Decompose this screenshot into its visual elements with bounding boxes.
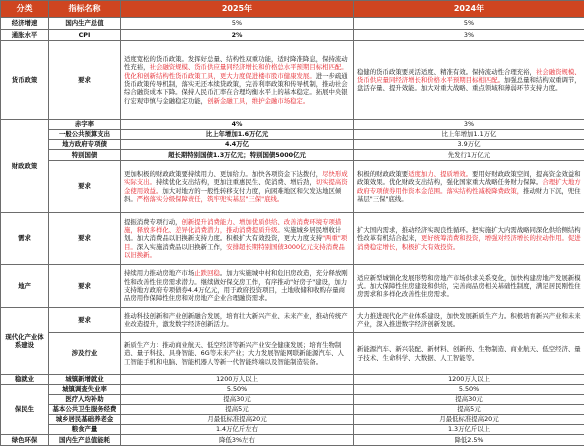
table-row bbox=[1, 213, 584, 265]
value-2025-deficit: 4% bbox=[121, 120, 354, 130]
value-2025-new-jobs: 1200万人以上 bbox=[121, 375, 354, 385]
indicator-public-health: 基本公共卫生服务经费 bbox=[49, 405, 121, 415]
indicator-basic-pension: 城乡居民基础养老金 bbox=[49, 415, 121, 425]
category-livelihood: 保民生 bbox=[1, 385, 49, 435]
property-2025-text-b: 止跌回稳 bbox=[194, 269, 220, 277]
fiscal-2025-text-a: 更加积极的财政政策要持续用力、更加给力。加快各项资金下达拨付， bbox=[124, 170, 322, 178]
value-2025-cpi: 2% bbox=[121, 30, 354, 41]
indicator-grain: 粮食产量 bbox=[49, 425, 121, 435]
demand-2025-text-b: 创新提升消费能力、增加优质供给、改善消费环境专项措施，释放多样化、差异化消费潜力，推动消费提质升级。 bbox=[124, 218, 341, 234]
category-growth: 经济增速 bbox=[1, 18, 49, 30]
monetary-2024-text-a: 稳健的货币政策要灵活适度、精准有效。保持流动性合理充裕， bbox=[357, 68, 536, 76]
table-row bbox=[1, 265, 584, 308]
value-2024-basic-pension: 月最低标准提高20元 bbox=[354, 415, 584, 425]
category-employment: 稳就业 bbox=[1, 375, 49, 385]
table-row bbox=[1, 41, 584, 120]
value-2025-special-bond: 超长期特别国债1.3万亿元；特别国债5000亿元 bbox=[121, 150, 354, 161]
value-2024-new-jobs: 1200万人以上 bbox=[354, 375, 584, 385]
table-row bbox=[1, 333, 584, 375]
fiscal-2025-text-b: 尽快形成实际支出。 bbox=[124, 170, 348, 186]
fiscal-2024-text-a: 积极的财政政策要 bbox=[357, 170, 408, 178]
fiscal-2024-text-d: 合理扩大地方政府专项债券用作资本金范围。落实结构性减税降费政策， bbox=[357, 178, 581, 194]
category-monetary: 货币政策 bbox=[1, 41, 49, 120]
monetary-2024-text-c: 加强总量和结构双重调节，盘活存量、提升效能。加大对重大战略、重点领域和薄弱环节支持力度。 bbox=[357, 76, 581, 92]
indicator-local-bond: 地方政府专项债 bbox=[49, 140, 121, 150]
demand-2025-text-g: 安排超长期特别国债3000亿元支持消费品以旧换新。 bbox=[124, 243, 345, 259]
fiscal-2024-text-b: 适度加力、提质增效。 bbox=[408, 170, 472, 178]
value-2025-demand bbox=[121, 213, 354, 265]
indicator-energy: 国内生产总值能耗 bbox=[49, 435, 121, 446]
value-2025-energy: 降低3%左右 bbox=[121, 435, 354, 446]
value-2025-monetary bbox=[121, 41, 354, 120]
fiscal-2024-text-e: 推动财力下沉， bbox=[523, 187, 568, 195]
table-row bbox=[1, 395, 584, 405]
value-2024-demand bbox=[354, 213, 584, 265]
value-2024-gdp: 5% bbox=[354, 18, 584, 30]
monetary-2025-text-d: 创新金融工具，维护金融市场稳定。 bbox=[207, 97, 309, 105]
demand-2025-text-c: 实施城乡居民增收计划。加大消费品以旧换新支持力度。 bbox=[124, 226, 341, 242]
demand-2025-text-f: 深入实施消费品以旧换新工作， bbox=[137, 243, 226, 251]
table-row bbox=[1, 30, 584, 41]
fiscal-2025-text-f: 严格落实分级保障责任，筑牢兜实基层"三保"底线。 bbox=[137, 195, 283, 203]
category-inflation: 通胀水平 bbox=[1, 30, 49, 41]
value-2025-unemployment: 5.50% bbox=[121, 385, 354, 395]
demand-2025-text-a: 提振消费专项行动， bbox=[124, 218, 182, 226]
fiscal-2025-text-d: 切实提高资金使用效益。 bbox=[124, 178, 348, 194]
indicator-fiscal-req: 要求 bbox=[49, 161, 121, 213]
fiscal-2024-text-f: 兜住基层"三保"底线。 bbox=[357, 187, 581, 203]
demand-2025-text-e: "两重"项目。 bbox=[124, 234, 347, 250]
table-row bbox=[1, 150, 584, 161]
table-row bbox=[1, 415, 584, 425]
value-2024-unemployment: 5.50% bbox=[354, 385, 584, 395]
property-2025-text-a: 持续用力推动房地产市场 bbox=[124, 269, 194, 277]
indicator-industry-sectors: 涉及行业 bbox=[49, 333, 121, 375]
table-row bbox=[1, 425, 584, 435]
indicator-monetary-req: 要求 bbox=[49, 41, 121, 120]
value-2025-budget: 比上年增加1.6万亿元 bbox=[121, 130, 354, 140]
header-2024: 2024年 bbox=[354, 1, 584, 18]
category-fiscal: 财政政策 bbox=[1, 120, 49, 213]
indicator-industry-req: 要求 bbox=[49, 308, 121, 333]
value-2024-medical: 提高30元 bbox=[354, 395, 584, 405]
table-row bbox=[1, 435, 584, 446]
value-2025-grain: 1.4万亿斤左右 bbox=[121, 425, 354, 435]
indicator-new-jobs: 城镇新增就业 bbox=[49, 375, 121, 385]
demand-2024-text-c: 促进消费稳定增长，积极扩大有效投资。 bbox=[357, 234, 581, 250]
value-2024-local-bond: 3.9万亿 bbox=[354, 140, 584, 150]
value-2024-energy: 降低2.5% bbox=[354, 435, 584, 446]
demand-2024-text-b: 更好统筹消费和投资，增强对经济增长的拉动作用。 bbox=[421, 234, 568, 242]
indicator-deficit: 赤字率 bbox=[49, 120, 121, 130]
header-indicator: 指标名称 bbox=[49, 1, 121, 18]
table-row bbox=[1, 161, 584, 213]
indicator-budget: 一般公共预算支出 bbox=[49, 130, 121, 140]
value-2024-industry-req: 大力推进现代化产业体系建设，加快发展新质生产力。积极培育新兴产业和未来产业，深入推进数字经济创新发展。 bbox=[354, 308, 584, 333]
value-2024-industry-sectors: 新能源汽车、新兴装配、新材料、创新药、生物制造、商业航天、低空经济、量子技术、生命科学、大数据、人工智能等。 bbox=[354, 333, 584, 375]
value-2025-local-bond: 4.4万亿 bbox=[121, 140, 354, 150]
monetary-2025-text-b: 社会融资规模、货币供应量同经济增长和价格总水平预期目标相匹配。优化和创新结构性货币政策工具，更大力度促进楼市股市健康发展。 bbox=[124, 63, 348, 79]
value-2024-special-bond: 先发行1万亿元 bbox=[354, 150, 584, 161]
value-2024-monetary bbox=[354, 41, 584, 120]
value-2025-basic-pension: 月最低标准提高20元 bbox=[121, 415, 354, 425]
value-2024-property: 适应新型城镇化发展形势和房地产市场供求关系变化，加快构建房地产发展新模式。加大保障性住房建设和供给，完善商品房相关基础性制度，满足居民刚性住房需求和多样化改善性住房需求。 bbox=[354, 265, 584, 308]
table-row bbox=[1, 18, 584, 30]
property-2025-text-c: 。加力实施城中村和危旧房改造，充分释放刚性和改善性住房需求潜力。继续做好保交房工作，有序推动"好房子"建设，加力支持地方政府专项债券4.4万亿元，用于政府投资项目，土地收储和收购存量商品房用作保障性住房和对房地产企业合理融资需求。 bbox=[124, 269, 348, 302]
value-2025-industry-sectors: 新质生产力：推动商业航天、低空经济等新兴产业安全健康发展；培育生物制造、量子科技、具身智能、6G等未来产业；大力发展智能网联新能源汽车、人工智能手机和电脑、智能机器人等新一代智能终端以及智能制造装备。 bbox=[121, 333, 354, 375]
demand-2025-text-d: 积极扩大有效投资，更大力度支持 bbox=[226, 234, 322, 242]
value-2024-deficit: 3% bbox=[354, 120, 584, 130]
value-2025-industry-req: 推动科技创新和产业创新融合发展，培育壮大新兴产业、未来产业，推动传统产业改造提升，激发数字经济创新活力。 bbox=[121, 308, 354, 333]
table-row bbox=[1, 120, 584, 130]
indicator-unemployment: 城镇调查失业率 bbox=[49, 385, 121, 395]
table-row bbox=[1, 140, 584, 150]
value-2024-cpi: 3% bbox=[354, 30, 584, 41]
value-2024-fiscal-req bbox=[354, 161, 584, 213]
table-row bbox=[1, 375, 584, 385]
category-demand: 需求 bbox=[1, 213, 49, 265]
value-2025-gdp: 5% bbox=[121, 18, 354, 30]
category-green: 绿色环保 bbox=[1, 435, 49, 446]
monetary-2025-text-a: 适度宽松的货币政策。发挥好总量、结构性双重功能，适时降准降息，保持流动性充裕， bbox=[124, 55, 348, 71]
value-2024-grain: 1.3万亿斤以上 bbox=[354, 425, 584, 435]
table-row bbox=[1, 130, 584, 140]
indicator-gdp: 国内生产总值 bbox=[49, 18, 121, 30]
fiscal-2025-text-c: 持续优化支出结构，更加注重惠民生、促消费、增后劲， bbox=[156, 178, 316, 186]
table-row bbox=[1, 308, 584, 333]
indicator-medical: 医疗人均补助 bbox=[49, 395, 121, 405]
fiscal-2024-text-c: 要用好财政政策空间，提高资金效益和政策效果。优化财政支出结构，强化国家重大战略任务财力保障。 bbox=[357, 170, 581, 186]
value-2024-budget: 比上年增加1.1万亿 bbox=[354, 130, 584, 140]
value-2025-medical: 提高30元 bbox=[121, 395, 354, 405]
monetary-2025-text-c: 进一步疏通货币政策传导机制，落实无还本续贷政策，完善利率政策和传导机制，推动社会综合融资成本下降。保持人民币汇率在合理均衡水平上的基本稳定。拓展中央银行宏观审慎与金融稳定功能， bbox=[124, 72, 348, 105]
indicator-special-bond: 特别国债 bbox=[49, 150, 121, 161]
value-2025-fiscal-req bbox=[121, 161, 354, 213]
indicator-property-req: 要求 bbox=[49, 265, 121, 308]
demand-2024-text-a: 扩大国内需求，推动经济实现良性循环。把实施扩大内需战略同深化供给侧结构性改革有机结合起来， bbox=[357, 226, 581, 242]
header-2025: 2025年 bbox=[121, 1, 354, 18]
header-category: 分类 bbox=[1, 1, 49, 18]
table-row bbox=[1, 405, 584, 415]
indicator-demand-req: 要求 bbox=[49, 213, 121, 265]
monetary-2024-text-b: 社会融资规模、货币供应量同经济增长和价格水平预期目标相匹配。 bbox=[357, 68, 581, 84]
value-2025-public-health: 提高5元 bbox=[121, 405, 354, 415]
header-row bbox=[1, 1, 584, 18]
category-industry: 现代化产业体系建设 bbox=[1, 308, 49, 375]
category-property: 地产 bbox=[1, 265, 49, 308]
indicator-cpi: CPI bbox=[49, 30, 121, 41]
table-row bbox=[1, 385, 584, 395]
value-2025-property bbox=[121, 265, 354, 308]
value-2024-public-health: 提高5元 bbox=[354, 405, 584, 415]
fiscal-2025-text-e: 加大对地方的一般性转移支付力度，向困难地区和欠发达地区倾斜。 bbox=[124, 187, 341, 203]
